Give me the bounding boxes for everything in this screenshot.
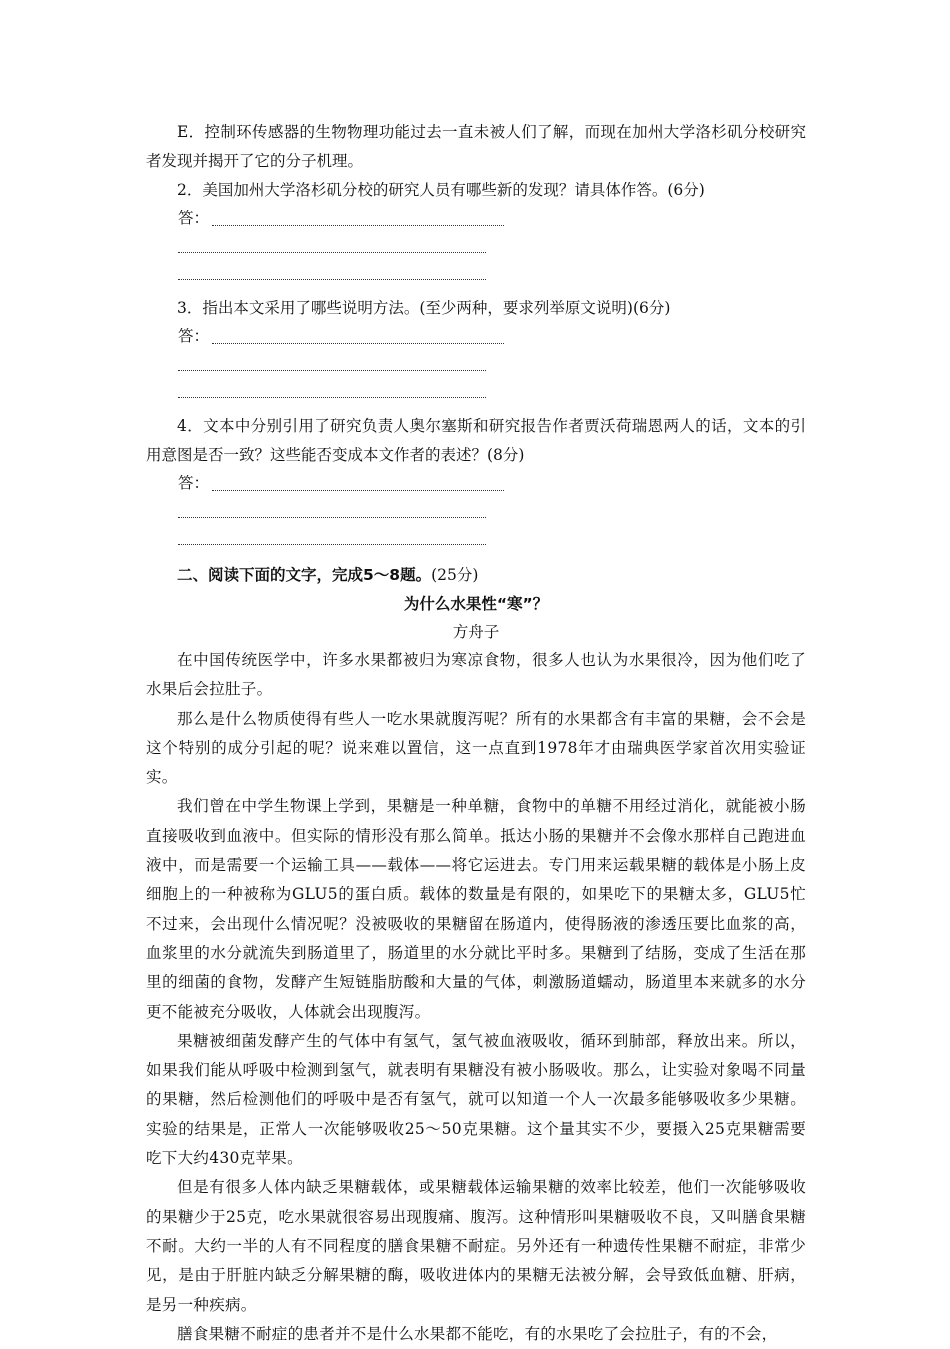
question-2-text: 2．美国加州大学洛杉矶分校的研究人员有哪些新的发现？请具体作答。(6分) xyxy=(177,181,705,199)
answer-line xyxy=(178,370,486,371)
article-paragraph: 我们曾在中学生物课上学到，果糖是一种单糖，食物中的单糖不用经过消化，就能被小肠直接吸收到血液中。但实际的情形没有那么简单。抵达小肠的果糖并不会像水那样自己跑进血液中，而是需要一个运输工具——载体——将它运进去。专门用来运载果糖的载体是小肠上皮细胞上的一种被称为GLU5的蛋白质。载体的数量是有限的，如果吃下的果糖太多，GLU5忙不过来，会出现什么情况呢？没被吸收的果糖留在肠道内，使得肠液的渗透压要比血浆的高，血浆里的水分就流失到肠道里了，肠道里的水分就比平时多。果糖到了结肠，变成了生活在那里的细菌的食物，发酵产生短链脂肪酸和大量的气体，刺激肠道蠕动，肠道里本来就多的水分更不能被充分吸收，人体就会出现腹泻。 xyxy=(146,797,806,1021)
article-paragraph: 那么是什么物质使得有些人一吃水果就腹泻呢？所有的水果都含有丰富的果糖，会不会是这个特别的成分引起的呢？说来难以置信，这一点直到1978年才由瑞典医学家首次用实验证实。 xyxy=(146,709,806,787)
answer-line xyxy=(178,252,486,253)
answer-label: 答： xyxy=(178,209,210,227)
answer-area-4[interactable] xyxy=(146,470,806,551)
document-page xyxy=(146,118,806,1349)
answer-line xyxy=(178,544,486,545)
answer-line xyxy=(212,343,504,344)
answer-area-3[interactable] xyxy=(146,323,806,404)
answer-line xyxy=(178,517,486,518)
answer-area-2[interactable] xyxy=(146,205,806,286)
question-4-text: 4．文本中分别引用了研究负责人奥尔塞斯和研究报告作者贾沃荷瑞恩两人的话，文本的引用意图是否一致？这些能否变成本文作者的表述？(8分) xyxy=(146,417,806,464)
article-author: 方舟子 xyxy=(452,623,500,641)
answer-line xyxy=(212,225,504,226)
article-paragraph: 但是有很多人体内缺乏果糖载体，或果糖载体运输果糖的效率比较差，他们一次能够吸收的果糖少于25克，吃水果就很容易出现腹痛、腹泻。这种情形叫果糖吸收不良，又叫膳食果糖不耐。大约一半的人有不同程度的膳食果糖不耐症。另外还有一种遗传性果糖不耐症，非常少见，是由于肝脏内缺乏分解果糖的酶，吸收进体内的果糖无法被分解，会导致低血糖、肝病，是另一种疾病。 xyxy=(146,1178,806,1314)
article-title: 为什么水果性“寒”？ xyxy=(403,595,549,613)
answer-label: 答： xyxy=(178,474,210,492)
article-paragraph: 膳食果糖不耐症的患者并不是什么水果都不能吃，有的水果吃了会拉肚子，有的不会， xyxy=(177,1324,778,1343)
section-two-score: (25分) xyxy=(431,566,479,584)
answer-line xyxy=(178,279,486,280)
answer-label: 答： xyxy=(178,327,210,345)
option-e-text: E．控制环传感器的生物物理功能过去一直未被人们了解，而现在加州大学洛杉矶分校研究者发现并揭开了它的分子机理。 xyxy=(146,123,806,170)
article-paragraph: 在中国传统医学中，许多水果都被归为寒凉食物，很多人也认为水果很冷，因为他们吃了水果后会拉肚子。 xyxy=(146,651,806,699)
answer-line xyxy=(178,397,486,398)
section-two-heading xyxy=(146,561,806,590)
question-3-text: 3．指出本文采用了哪些说明方法。(至少两种，要求列举原文说明)(6分) xyxy=(177,299,671,317)
answer-line xyxy=(212,490,504,491)
section-two-heading-text: 二、阅读下面的文字，完成5～8题。 xyxy=(177,566,432,584)
article-paragraph: 果糖被细菌发酵产生的气体中有氢气，氢气被血液吸收，循环到肺部，释放出来。所以，如果我们能从呼吸中检测到氢气，就表明有果糖没有被小肠吸收。那么，让实验对象喝不同量的果糖，然后检测他们的呼吸中是否有氢气，就可以知道一个人一次最多能够吸收多少果糖。实验的结果是，正常人一次能够吸收25～50克果糖。这个量其实不少，要摄入25克果糖需要吃下大约430克苹果。 xyxy=(146,1031,806,1168)
